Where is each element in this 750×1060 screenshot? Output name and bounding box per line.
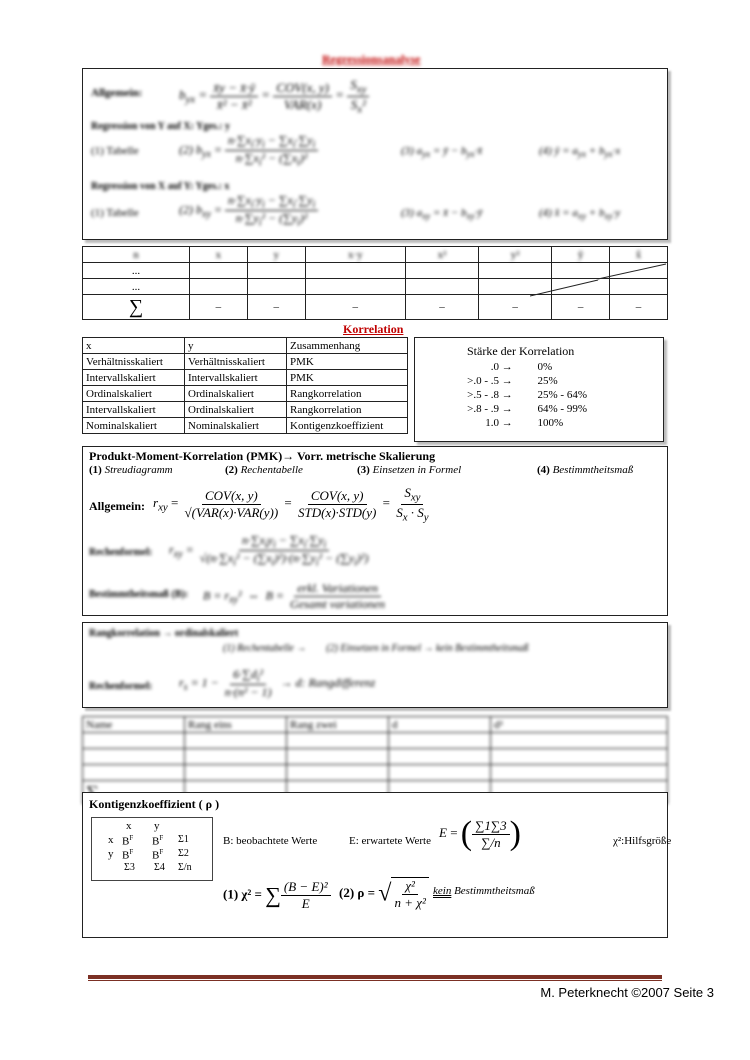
regression-sum-xhat: – xyxy=(610,295,668,320)
scale-cell: Rangkorrelation xyxy=(287,402,408,418)
scale-cell: Ordinalskaliert xyxy=(185,386,287,402)
matrix-row-y: y xyxy=(108,848,114,860)
regression-formula-b-yx: (2) $b_{yx}$ = $\frac{n\cdot\sum x_i\cdot y_i - \sum x_i\cdot\sum y_i}{n\cdot\sum x_i^2 - (\sum x_i)^2}$ xyxy=(179,133,318,169)
regression-title: Regressionsanalyse xyxy=(322,52,421,66)
regression-formula-a-yx: (3) $a_{yx}$ = ȳ − $b_{yx}\cdot x̄$ xyxy=(401,145,483,160)
regression-sum-x2: – xyxy=(405,295,478,320)
strength-rows xyxy=(443,360,587,430)
contingency-title: Kontigenzkoeffizient ( ρ ) xyxy=(89,797,220,811)
table-row xyxy=(83,386,408,402)
contingency-no-determination: kein Bestimmtheitsmaß xyxy=(433,885,535,897)
regression-row-dots-1: ... xyxy=(83,263,190,279)
scale-cell: Nominalskaliert xyxy=(83,418,185,434)
pmk-step-1: (1) Streudiagramm xyxy=(89,464,173,476)
regression-header-n: n xyxy=(83,247,190,263)
strength-row: >.5 - .8 → 25% - 64% xyxy=(467,389,587,401)
regression-header-yhat: ŷ xyxy=(552,247,610,263)
scale-header-relation: Zusammenhang xyxy=(287,338,408,354)
regression-header-x2: x² xyxy=(405,247,478,263)
regression-sum-y2: – xyxy=(479,295,552,320)
scale-cell: Kontigenzkoeffizient xyxy=(287,418,408,434)
strength-row: >.8 - .9 → 64% - 99% xyxy=(467,403,587,415)
regression-formula-b-xy: (2) $b_{xy}$ = $\frac{n\cdot\sum x_i\cdot y_i - \sum x_i\cdot\sum y_i}{n\cdot\sum y_i^2 - (\sum y_i)^2}$ xyxy=(179,193,318,229)
contingency-chi-help: χ²:Hilfsgröße xyxy=(613,835,672,847)
table-row xyxy=(83,402,408,418)
pmk-title: Produkt-Moment-Korrelation (PMK)→ Vorr. metrische Skalierung xyxy=(89,449,436,463)
pmk-general-formula: $r_{xy}$ = $\frac{\text{COV(x, y)}}{\text{√(VAR(x)·VAR(y))}}$ = $\frac{\text{COV(x, y)}}{\text{STD(x)·STD(y)}}$ = $\frac{S_{xy}}{S_x \cdot S_y}$ xyxy=(153,485,429,524)
scale-cell: Intervallskaliert xyxy=(185,370,287,386)
regression-header-x: x xyxy=(190,247,248,263)
rank-table-header-row xyxy=(83,717,668,733)
scale-cell: Intervallskaliert xyxy=(83,370,185,386)
diagonal-line-xhat xyxy=(598,264,666,279)
correlation-title: Korrelation xyxy=(343,322,404,336)
pmk-step-3: (3) Einsetzen in Formel xyxy=(357,464,462,476)
regression-box xyxy=(82,68,668,240)
footer-rule xyxy=(88,975,662,979)
matrix-sum2: Σ2 xyxy=(178,848,189,859)
strength-box xyxy=(414,337,664,442)
rank-steps: (1) Rechentabelle → (2) Einsetzen in Formel → kein Bestimmtheitsmaß xyxy=(223,643,529,654)
scale-header-x: x xyxy=(83,338,185,354)
pmk-step-2: (2) Rechentabelle xyxy=(225,464,303,476)
regression-y-on-x: Regression von Y auf X: Yges.: y xyxy=(91,121,230,132)
regression-sum-x: – xyxy=(190,295,248,320)
diagonal-line-yhat xyxy=(530,280,598,296)
contingency-formula-1: (1) χ² = ∑ $\frac{\text{(B − E)²}}{E}$ xyxy=(223,879,331,912)
strength-title: Stärke der Korrelation xyxy=(467,344,575,358)
pmk-calc-formula-label: Rechenformel: xyxy=(89,547,153,558)
contingency-e-label: E: erwartete Werte xyxy=(349,835,431,847)
regression-x-on-y: Regression von X auf Y: Yges.: x xyxy=(91,181,230,192)
regression-table-header-row xyxy=(83,247,668,263)
scale-cell: PMK xyxy=(287,354,408,370)
regression-header-y: y xyxy=(247,247,305,263)
table-row xyxy=(83,354,408,370)
scale-cell: Verhältnisskaliert xyxy=(83,354,185,370)
footer-text: M. Peterknecht ©2007 Seite 3 xyxy=(540,985,714,1000)
rank-header-d: d xyxy=(389,717,491,733)
regression-formula-a-xy: (3) $a_{xy}$ = x̄ − $b_{xy}\cdot ȳ$ xyxy=(401,207,483,222)
regression-header-xy: x·y xyxy=(305,247,405,263)
contingency-b-label: B: beobachtete Werte xyxy=(223,835,318,847)
regression-formula-xhat: (4) x̂ = $a_{xy} + b_{xy}\cdot y$ xyxy=(539,207,621,222)
strength-row: >.0 - .5 → 25% xyxy=(467,375,558,387)
strength-row: 1.0 → 100% xyxy=(485,417,564,429)
rank-table xyxy=(82,716,668,804)
pmk-general-label: Allgemein: xyxy=(89,499,145,513)
regression-sum-yhat: – xyxy=(552,295,610,320)
pmk-step-4: (4) Bestimmtheitsmaß xyxy=(537,464,634,476)
table-row xyxy=(83,765,668,781)
contingency-e-formula: E = ( $\frac{\sum 1\sum 3}{\sum/n}$ ) xyxy=(439,815,521,852)
pmk-calc-formula: $r_{xy}$ = $\frac{n\cdot\sum x_iy_i - \sum x_i\cdot\sum y_i}{√(n\cdot\sum x_i^2 - (\sum x_i)^2)\cdot(n\cdot\sum y_i^2 - (\sum y_i)^2)}$ xyxy=(169,533,369,569)
regression-step-table-1: (1) Tabelle xyxy=(91,145,139,157)
table-row xyxy=(83,749,668,765)
rank-calc-formula-label: Rechenformel: xyxy=(89,681,153,692)
matrix-sum1: Σ1 xyxy=(178,834,189,845)
regression-sum-xy: – xyxy=(305,295,405,320)
footer-rule-thin xyxy=(88,980,662,981)
table-row xyxy=(83,295,668,320)
matrix-cell-yy: $B^F$ xyxy=(152,848,164,862)
rank-header-d2: d² xyxy=(491,717,668,733)
matrix-cell-yx: $B^F$ xyxy=(122,848,134,862)
scale-cell: Ordinalskaliert xyxy=(83,386,185,402)
regression-header-y2: y² xyxy=(479,247,552,263)
rank-header-name: Name xyxy=(83,717,185,733)
matrix-cell-xy: $B^F$ xyxy=(152,834,164,848)
scale-cell: Nominalskaliert xyxy=(185,418,287,434)
rank-header-rank-two: Rang zwei xyxy=(287,717,389,733)
contingency-matrix xyxy=(91,817,213,881)
regression-row-dots-2: ... xyxy=(83,279,190,295)
scale-cell: Ordinalskaliert xyxy=(185,402,287,418)
matrix-sum4: Σ4 xyxy=(154,862,165,873)
contingency-formula-2: (2) ρ = √ $\frac{\text{χ²}}{\text{n + χ²}}$ xyxy=(339,877,429,911)
strength-row: .0 → 0% xyxy=(490,361,553,373)
rank-title: Rangkorrelation → ordinalskaliert xyxy=(89,628,239,639)
matrix-total: Σ/n xyxy=(178,862,192,873)
regression-general-label: Allgemein: xyxy=(91,87,143,99)
table-row xyxy=(83,370,408,386)
table-row xyxy=(83,733,668,749)
scale-table xyxy=(82,337,408,434)
pmk-determination-formula: $B = r_{xy}^2$ ⇔ B = $\frac{\text{erkl. Variationen}}{\text{Gesamt variationen}}$ xyxy=(203,581,386,611)
matrix-col-x: x xyxy=(126,820,132,832)
matrix-row-x: x xyxy=(108,834,114,846)
scale-table-header-row xyxy=(83,338,408,354)
matrix-col-y: y xyxy=(154,820,160,832)
matrix-cell-xx: $B^F$ xyxy=(122,834,134,848)
rank-formula: $r_s = 1$ − $\frac{6\cdot\sum d_i^2}{\text{n·(n² − 1)}}$ → d: Rangdifferenz xyxy=(179,667,376,700)
scale-header-y: y xyxy=(185,338,287,354)
regression-sum-y: – xyxy=(247,295,305,320)
regression-step-table-2: (1) Tabelle xyxy=(91,207,139,219)
rank-header-rank-one: Rang eins xyxy=(185,717,287,733)
rank-box xyxy=(82,622,668,708)
pmk-determination-label: Bestimmtheitsmaß (B): xyxy=(89,589,189,600)
regression-header-xhat: x̂ xyxy=(610,247,668,263)
regression-general-formula: $b_{yx}$ = $\frac{x̄y - x̄\cdot ȳ}{\text{x̄² − x̄²}}$ = $\frac{\text{COV(x, y)}}{\text{VAR(x)}}$ = $\frac{S_{xy}}{S_x^2}$ xyxy=(179,77,369,115)
scale-cell: Intervallskaliert xyxy=(83,402,185,418)
scale-cell: PMK xyxy=(287,370,408,386)
scale-cell: Verhältnisskaliert xyxy=(185,354,287,370)
regression-sum-symbol: ∑ xyxy=(83,295,190,320)
scale-cell: Rangkorrelation xyxy=(287,386,408,402)
pmk-box xyxy=(82,446,668,616)
contingency-box xyxy=(82,792,672,938)
regression-formula-yhat: (4) ŷ = $a_{yx} + b_{yx}\cdot x$ xyxy=(539,145,621,160)
regression-table-diagonals xyxy=(530,262,670,298)
matrix-sum3: Σ3 xyxy=(124,862,135,873)
table-row xyxy=(83,418,408,434)
